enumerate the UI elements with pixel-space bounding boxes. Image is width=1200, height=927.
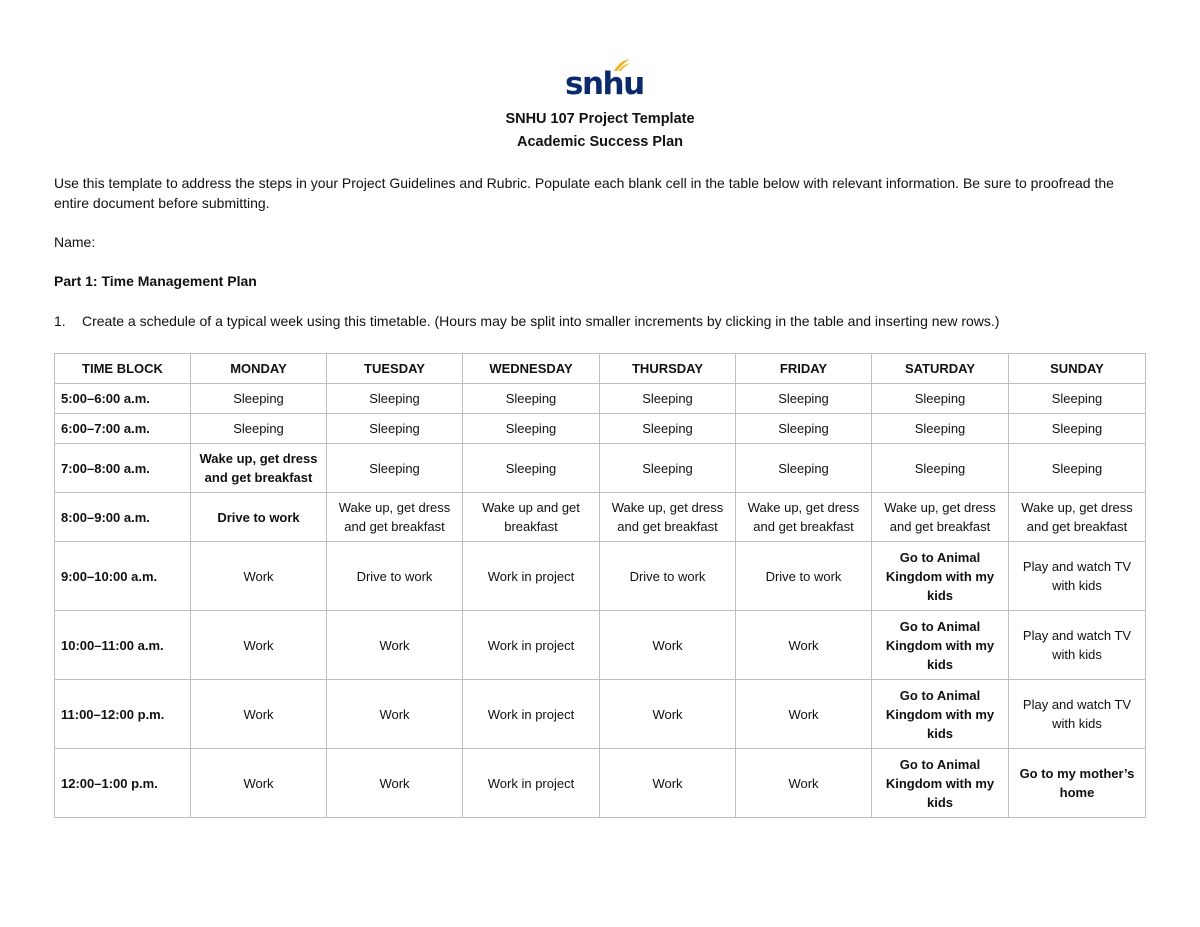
table-row	[55, 680, 1146, 749]
schedule-cell[interactable]: Go to Animal Kingdom with my kids	[872, 611, 1009, 680]
schedule-cell[interactable]: Sleeping	[463, 384, 600, 414]
table-row	[55, 384, 1146, 414]
intro-paragraph: Use this template to address the steps in your Project Guidelines and Rubric. Populate each blank cell in the table below with relevant information. Be sure to proofread the entire document before submitting.	[54, 175, 1114, 211]
schedule-cell[interactable]: Work	[600, 749, 736, 818]
schedule-cell[interactable]: Work	[600, 611, 736, 680]
schedule-cell[interactable]: Wake up, get dress and get breakfast	[600, 493, 736, 542]
step1-instruction	[54, 311, 1134, 331]
schedule-cell[interactable]: Work	[327, 680, 463, 749]
schedule-cell[interactable]: Work in project	[463, 680, 600, 749]
part1-heading: Part 1: Time Management Plan	[54, 273, 257, 289]
schedule-cell[interactable]: Sleeping	[1009, 414, 1146, 444]
schedule-cell[interactable]: Sleeping	[872, 444, 1009, 493]
schedule-cell[interactable]: Sleeping	[327, 384, 463, 414]
time-cell[interactable]: 6:00–7:00 a.m.	[55, 414, 191, 444]
header-cell: SATURDAY	[872, 354, 1009, 384]
schedule-cell[interactable]: Work	[327, 611, 463, 680]
header-cell: SUNDAY	[1009, 354, 1146, 384]
schedule-cell[interactable]: Work	[600, 680, 736, 749]
schedule-cell[interactable]: Wake up, get dress and get breakfast	[1009, 493, 1146, 542]
step-number: 1.	[54, 313, 66, 329]
snhu-logo	[565, 58, 644, 102]
header-cell: MONDAY	[191, 354, 327, 384]
table-header-row	[55, 354, 1146, 384]
schedule-cell[interactable]: Work	[191, 749, 327, 818]
schedule-cell[interactable]: Drive to work	[327, 542, 463, 611]
schedule-cell[interactable]: Sleeping	[191, 414, 327, 444]
schedule-cell[interactable]: Work	[736, 680, 872, 749]
header-cell: TUESDAY	[327, 354, 463, 384]
schedule-cell[interactable]: Work	[327, 749, 463, 818]
schedule-cell[interactable]: Drive to work	[600, 542, 736, 611]
schedule-cell[interactable]: Sleeping	[327, 444, 463, 493]
schedule-cell[interactable]: Sleeping	[736, 414, 872, 444]
schedule-cell[interactable]: Play and watch TV with kids	[1009, 680, 1146, 749]
page-subtitle: Academic Success Plan	[516, 134, 684, 150]
time-cell[interactable]: 8:00–9:00 a.m.	[55, 493, 191, 542]
schedule-cell[interactable]: Work	[191, 611, 327, 680]
step-text: Create a schedule of a typical week using this timetable. (Hours may be split into smaller increments by clicking in the table and inserting new rows.)	[82, 313, 1000, 329]
logo-text: snhu	[565, 66, 644, 102]
schedule-cell[interactable]: Wake up, get dress and get breakfast	[327, 493, 463, 542]
schedule-cell[interactable]: Go to Animal Kingdom with my kids	[872, 749, 1009, 818]
time-cell[interactable]: 5:00–6:00 a.m.	[55, 384, 191, 414]
schedule-cell[interactable]: Sleeping	[600, 414, 736, 444]
schedule-cell[interactable]: Work	[191, 542, 327, 611]
schedule-cell[interactable]: Sleeping	[191, 384, 327, 414]
schedule-cell[interactable]: Work in project	[463, 542, 600, 611]
schedule-cell[interactable]: Work	[191, 680, 327, 749]
header-cell: WEDNESDAY	[463, 354, 600, 384]
time-cell[interactable]: 7:00–8:00 a.m.	[55, 444, 191, 493]
weekly-schedule-table	[54, 353, 1146, 818]
schedule-cell[interactable]: Work in project	[463, 611, 600, 680]
name-label: Name:	[54, 234, 96, 250]
schedule-cell[interactable]: Sleeping	[327, 414, 463, 444]
schedule-cell[interactable]: Wake up, get dress and get breakfast	[191, 444, 327, 493]
schedule-cell[interactable]: Drive to work	[736, 542, 872, 611]
page-title: SNHU 107 Project Template	[505, 111, 695, 127]
schedule-cell[interactable]: Work in project	[463, 749, 600, 818]
table-row	[55, 542, 1146, 611]
schedule-cell[interactable]: Play and watch TV with kids	[1009, 542, 1146, 611]
schedule-cell[interactable]: Sleeping	[736, 384, 872, 414]
schedule-cell[interactable]: Sleeping	[872, 384, 1009, 414]
time-cell[interactable]: 12:00–1:00 p.m.	[55, 749, 191, 818]
header-cell: TIME BLOCK	[55, 354, 191, 384]
header-cell: FRIDAY	[736, 354, 872, 384]
schedule-cell[interactable]: Go to my mother’s home	[1009, 749, 1146, 818]
schedule-cell[interactable]: Play and watch TV with kids	[1009, 611, 1146, 680]
schedule-cell[interactable]: Sleeping	[600, 384, 736, 414]
schedule-cell[interactable]: Sleeping	[1009, 444, 1146, 493]
table-row	[55, 749, 1146, 818]
time-cell[interactable]: 10:00–11:00 a.m.	[55, 611, 191, 680]
schedule-cell[interactable]: Sleeping	[600, 444, 736, 493]
table-row	[55, 444, 1146, 493]
schedule-cell[interactable]: Work	[736, 611, 872, 680]
schedule-cell[interactable]: Sleeping	[463, 444, 600, 493]
schedule-cell[interactable]: Wake up, get dress and get breakfast	[736, 493, 872, 542]
schedule-cell[interactable]: Sleeping	[872, 414, 1009, 444]
table-row	[55, 493, 1146, 542]
schedule-cell[interactable]: Go to Animal Kingdom with my kids	[872, 542, 1009, 611]
table-row	[55, 611, 1146, 680]
schedule-cell[interactable]: Wake up and get breakfast	[463, 493, 600, 542]
schedule-cell[interactable]: Work	[736, 749, 872, 818]
schedule-cell[interactable]: Go to Animal Kingdom with my kids	[872, 680, 1009, 749]
time-cell[interactable]: 11:00–12:00 p.m.	[55, 680, 191, 749]
schedule-cell[interactable]: Sleeping	[463, 414, 600, 444]
schedule-cell[interactable]: Wake up, get dress and get breakfast	[872, 493, 1009, 542]
schedule-cell[interactable]: Sleeping	[1009, 384, 1146, 414]
header-cell: THURSDAY	[600, 354, 736, 384]
table-row	[55, 414, 1146, 444]
time-cell[interactable]: 9:00–10:00 a.m.	[55, 542, 191, 611]
schedule-cell[interactable]: Drive to work	[191, 493, 327, 542]
schedule-cell[interactable]: Sleeping	[736, 444, 872, 493]
